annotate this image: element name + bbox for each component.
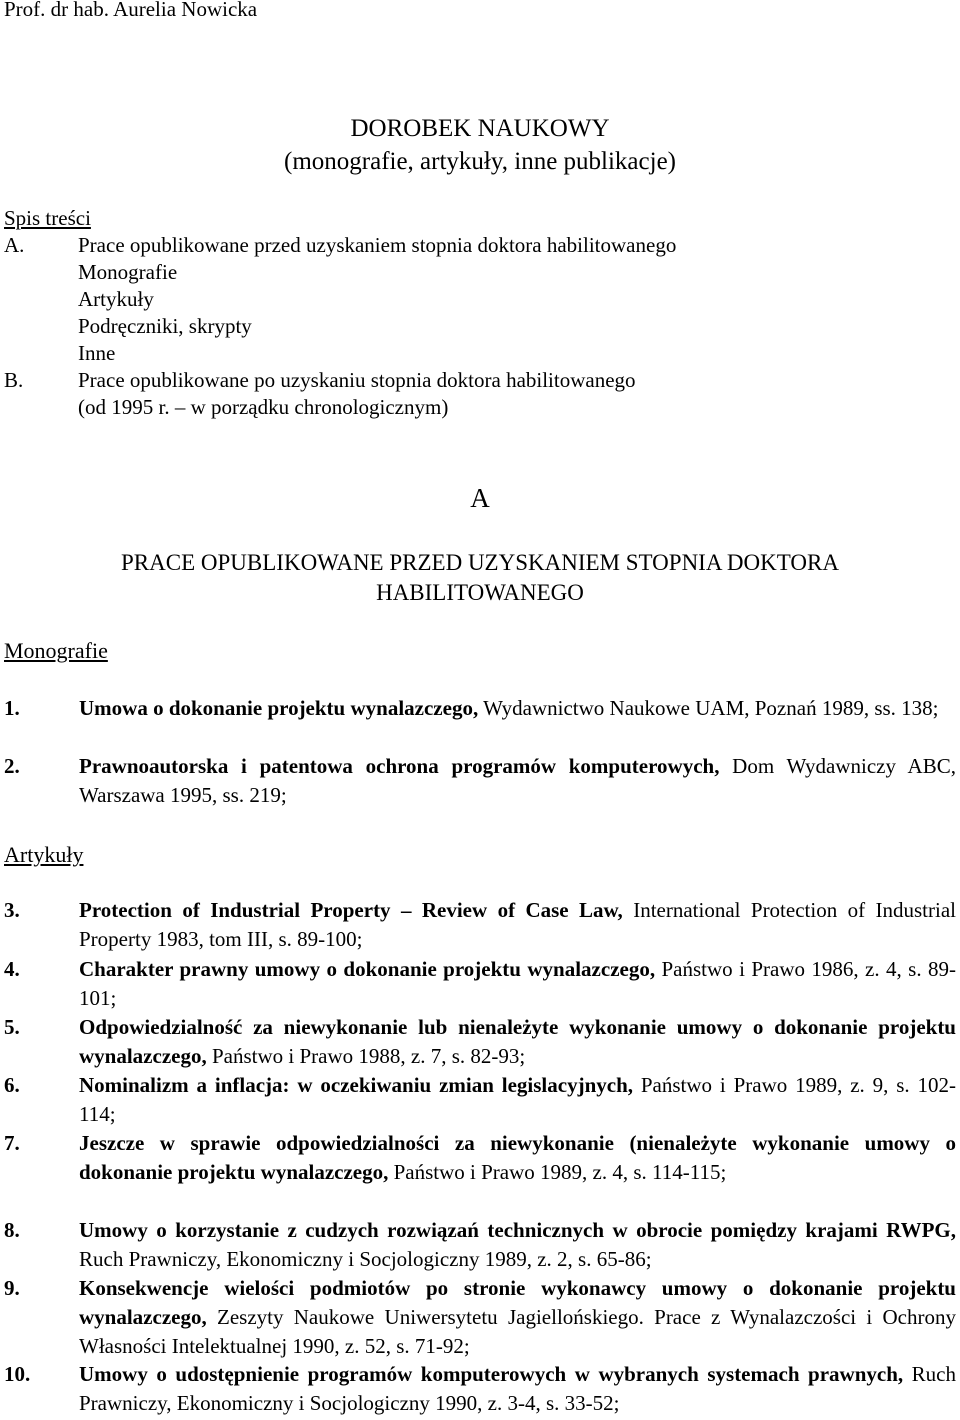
list-item — [4, 1013, 956, 1071]
list-item — [4, 1216, 956, 1274]
entry-text — [79, 1216, 956, 1274]
entry-number: 9. — [4, 1276, 20, 1300]
entry-details: Państwo i Prawo 1988, z. 7, s. 82-93; — [206, 1044, 526, 1068]
entry-title: Konsekwencje wielości podmiotów po stronie wykonawcy umowy o dokonanie projektu wynalazczego, — [79, 1276, 956, 1329]
list-item — [4, 896, 956, 954]
subheading-monografie: Monografie — [4, 638, 108, 663]
entry-title: Protection of Industrial Property – Review of Case Law, — [79, 898, 623, 922]
entry-number: 1. — [4, 696, 20, 720]
entry-details: Ruch Prawniczy, Ekonomiczny i Socjologiczny 1989, z. 2, s. 65-86; — [79, 1247, 652, 1271]
entry-title: Umowy o udostępnienie programów komputerowych w wybranych systemach prawnych, — [79, 1362, 904, 1386]
entry-text — [79, 955, 956, 1013]
list-item — [4, 752, 956, 810]
document-subtitle: (monografie, artykuły, inne publikacje) — [284, 148, 676, 175]
list-item — [4, 1071, 956, 1129]
entry-text — [79, 896, 956, 954]
entry-details: Zeszyty Naukowe Uniwersytetu Jagiellońskiego. Prace z Wynalazczości i Ochrony Własności Intelektualnej 1990, z. 52, s. 71-92; — [79, 1305, 956, 1358]
entry-number: 8. — [4, 1218, 20, 1242]
subheading-artykuly: Artykuły — [4, 842, 84, 867]
entry-title: Jeszcze w sprawie odpowiedzialności za niewykonanie (nienależyte wykonanie umowy o dokonanie projektu wynalazczego, — [79, 1131, 956, 1184]
toc-item-b: Prace opublikowane po uzyskaniu stopnia doktora habilitowanego — [78, 368, 636, 392]
entry-title: Odpowiedzialność za niewykonanie lub nienależyte wykonanie umowy o dokonanie projektu wynalazczego, — [79, 1015, 956, 1068]
list-item — [4, 1360, 956, 1418]
entry-title: Nominalizm a inflacja: w oczekiwaniu zmian legislacyjnych, — [79, 1073, 634, 1097]
toc-marker-b: B. — [4, 368, 24, 392]
toc-subitem: Artykuły — [78, 287, 154, 311]
entry-title: Charakter prawny umowy o dokonanie projektu wynalazczego, — [79, 957, 656, 981]
entry-text — [79, 752, 956, 810]
toc-subitem: Podręczniki, skrypty — [78, 314, 252, 338]
entry-details: Państwo i Prawo 1989, z. 9, s. 102-114; — [79, 1073, 957, 1126]
document-title: DOROBEK NAUKOWY — [350, 115, 610, 142]
entry-number: 3. — [4, 898, 20, 922]
toc-subitem: Inne — [78, 341, 116, 365]
entry-details: Państwo i Prawo 1986, z. 4, s. 89-101; — [79, 957, 956, 1010]
entry-title: Umowa o dokonanie projektu wynalazczego, — [79, 696, 479, 720]
toc-item-a: Prace opublikowane przed uzyskaniem stopnia doktora habilitowanego — [78, 233, 677, 257]
list-item — [4, 1274, 956, 1361]
entry-number: 2. — [4, 754, 20, 778]
entry-details: Ruch Prawniczy, Ekonomiczny i Socjologiczny 1990, z. 3-4, s. 33-52; — [79, 1362, 957, 1415]
entry-number: 5. — [4, 1015, 20, 1039]
toc-item-b-note: (od 1995 r. – w porządku chronologicznym) — [78, 395, 449, 419]
section-title-cont: HABILITOWANEGO — [376, 580, 584, 605]
author-name: Prof. dr hab. Aurelia Nowicka — [4, 0, 258, 21]
entry-text — [79, 1360, 956, 1418]
section-letter: A — [470, 483, 490, 513]
entry-text — [79, 1129, 956, 1187]
entry-number: 7. — [4, 1131, 20, 1155]
entry-details: Wydawnictwo Naukowe UAM, Poznań 1989, ss. 138; — [478, 696, 939, 720]
entry-text — [79, 1013, 956, 1071]
entry-details: Państwo i Prawo 1989, z. 4, s. 114-115; — [388, 1160, 727, 1184]
section-title: PRACE OPUBLIKOWANE PRZED UZYSKANIEM STOPNIA DOKTORA — [121, 550, 839, 575]
entry-number: 6. — [4, 1073, 20, 1097]
list-item — [4, 694, 956, 723]
entry-number: 10. — [4, 1362, 31, 1386]
table-of-contents — [4, 204, 944, 420]
list-item — [4, 1129, 956, 1187]
toc-subitem: Monografie — [78, 260, 178, 284]
entry-number: 4. — [4, 957, 20, 981]
entry-title: Umowy o korzystanie z cudzych rozwiązań technicznych w obrocie pomiędzy krajami RWPG, — [79, 1218, 956, 1242]
list-item — [4, 955, 956, 1013]
entry-details: Dom Wydawniczy ABC, Warszawa 1995, ss. 219; — [79, 754, 956, 807]
entry-text — [79, 1274, 956, 1361]
toc-heading: Spis treści — [4, 206, 91, 230]
toc-marker-a: A. — [4, 233, 25, 257]
entry-title: Prawnoautorska i patentowa ochrona programów komputerowych, — [79, 754, 720, 778]
entry-text — [79, 1071, 956, 1129]
entry-details: International Protection of Industrial Property 1983, tom III, s. 89-100; — [79, 898, 956, 951]
entry-text — [79, 694, 956, 723]
